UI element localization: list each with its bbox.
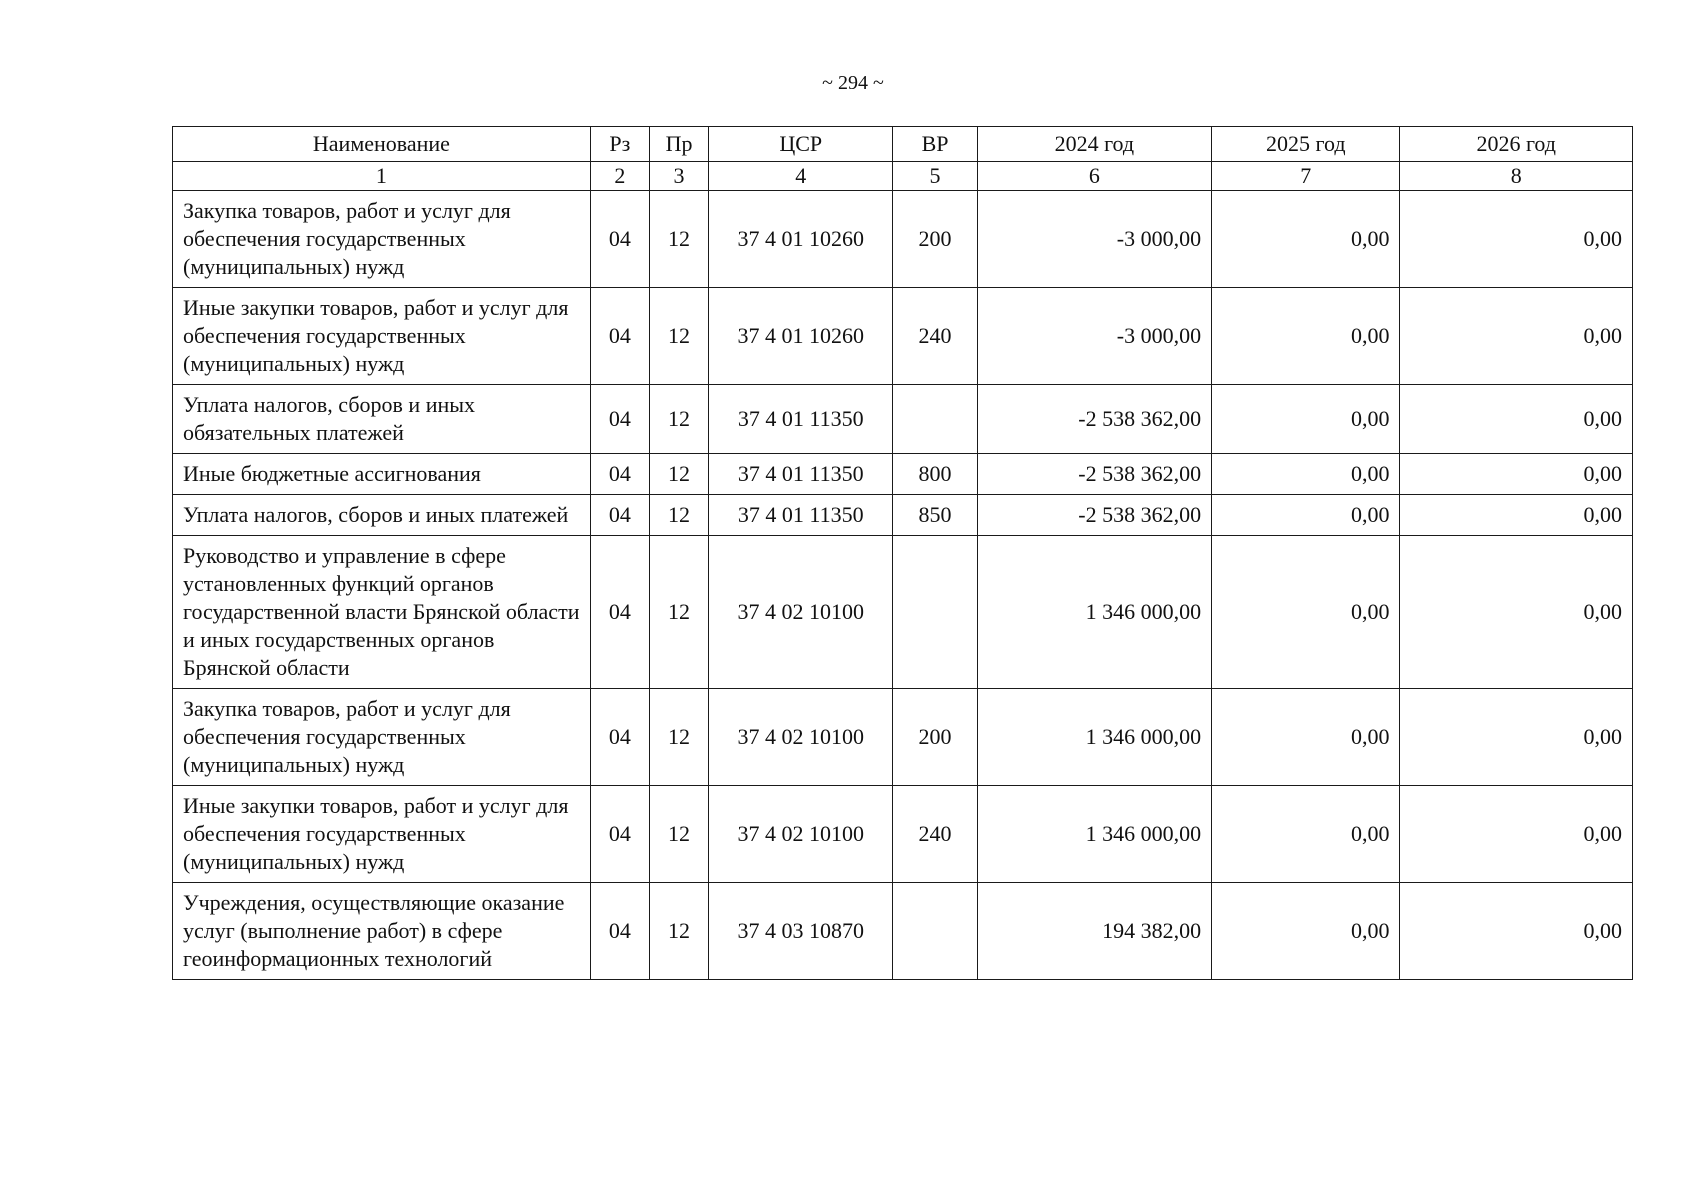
row-name: Уплата налогов, сборов и иных обязательных платежей — [173, 385, 591, 454]
header-2025: 2025 год — [1212, 127, 1400, 162]
row-rz: 04 — [590, 385, 649, 454]
table-row — [173, 191, 1633, 288]
table-row — [173, 288, 1633, 385]
row-amount-2025: 0,00 — [1212, 689, 1400, 786]
row-vr: 200 — [893, 689, 977, 786]
row-amount-2025: 0,00 — [1212, 191, 1400, 288]
row-name: Иные бюджетные ассигнования — [173, 454, 591, 495]
table-row — [173, 454, 1633, 495]
row-csr: 37 4 01 10260 — [709, 288, 893, 385]
row-pr: 12 — [649, 454, 708, 495]
row-csr: 37 4 02 10100 — [709, 536, 893, 689]
row-csr: 37 4 02 10100 — [709, 786, 893, 883]
column-number: 6 — [977, 162, 1211, 191]
row-amount-2026: 0,00 — [1400, 191, 1633, 288]
table-row — [173, 883, 1633, 980]
column-number: 1 — [173, 162, 591, 191]
row-amount-2026: 0,00 — [1400, 883, 1633, 980]
header-name: Наименование — [173, 127, 591, 162]
column-number: 2 — [590, 162, 649, 191]
row-amount-2024: -2 538 362,00 — [977, 385, 1211, 454]
header-vr: ВР — [893, 127, 977, 162]
row-amount-2026: 0,00 — [1400, 495, 1633, 536]
row-rz: 04 — [590, 288, 649, 385]
row-name: Учреждения, осуществляющие оказание услуг (выполнение работ) в сфере геоинформационных технологий — [173, 883, 591, 980]
header-2026: 2026 год — [1400, 127, 1633, 162]
row-name: Закупка товаров, работ и услуг для обеспечения государственных (муниципальных) нужд — [173, 689, 591, 786]
row-csr: 37 4 03 10870 — [709, 883, 893, 980]
row-pr: 12 — [649, 786, 708, 883]
row-amount-2024: -3 000,00 — [977, 191, 1211, 288]
row-pr: 12 — [649, 385, 708, 454]
row-rz: 04 — [590, 883, 649, 980]
column-number: 5 — [893, 162, 977, 191]
row-rz: 04 — [590, 689, 649, 786]
row-pr: 12 — [649, 883, 708, 980]
row-amount-2024: -2 538 362,00 — [977, 454, 1211, 495]
row-amount-2026: 0,00 — [1400, 786, 1633, 883]
row-vr: 800 — [893, 454, 977, 495]
row-rz: 04 — [590, 191, 649, 288]
header-csr: ЦСР — [709, 127, 893, 162]
row-amount-2025: 0,00 — [1212, 495, 1400, 536]
row-amount-2025: 0,00 — [1212, 288, 1400, 385]
column-number: 3 — [649, 162, 708, 191]
row-name: Закупка товаров, работ и услуг для обеспечения государственных (муниципальных) нужд — [173, 191, 591, 288]
row-amount-2026: 0,00 — [1400, 385, 1633, 454]
table-row — [173, 786, 1633, 883]
row-rz: 04 — [590, 786, 649, 883]
header-pr: Пр — [649, 127, 708, 162]
row-amount-2025: 0,00 — [1212, 786, 1400, 883]
row-rz: 04 — [590, 495, 649, 536]
row-name: Руководство и управление в сфере установленных функций органов государственной власти Брянской области и иных государственных органов Брянской области — [173, 536, 591, 689]
row-name: Уплата налогов, сборов и иных платежей — [173, 495, 591, 536]
row-amount-2024: 1 346 000,00 — [977, 536, 1211, 689]
row-vr: 240 — [893, 288, 977, 385]
header-rz: Рз — [590, 127, 649, 162]
row-amount-2025: 0,00 — [1212, 385, 1400, 454]
row-amount-2025: 0,00 — [1212, 536, 1400, 689]
table-header — [173, 127, 1633, 191]
row-amount-2024: -2 538 362,00 — [977, 495, 1211, 536]
row-vr: 850 — [893, 495, 977, 536]
table-row — [173, 495, 1633, 536]
row-pr: 12 — [649, 536, 708, 689]
column-number: 7 — [1212, 162, 1400, 191]
row-rz: 04 — [590, 454, 649, 495]
row-vr: 240 — [893, 786, 977, 883]
row-amount-2025: 0,00 — [1212, 883, 1400, 980]
row-amount-2026: 0,00 — [1400, 288, 1633, 385]
row-csr: 37 4 01 10260 — [709, 191, 893, 288]
row-csr: 37 4 01 11350 — [709, 495, 893, 536]
row-amount-2024: -3 000,00 — [977, 288, 1211, 385]
header-row — [173, 127, 1633, 162]
column-number: 4 — [709, 162, 893, 191]
table-row — [173, 385, 1633, 454]
page-number: ~ 294 ~ — [822, 72, 884, 94]
row-name: Иные закупки товаров, работ и услуг для обеспечения государственных (муниципальных) нужд — [173, 288, 591, 385]
budget-table — [172, 126, 1633, 980]
row-pr: 12 — [649, 191, 708, 288]
row-pr: 12 — [649, 288, 708, 385]
row-amount-2025: 0,00 — [1212, 454, 1400, 495]
row-amount-2024: 1 346 000,00 — [977, 786, 1211, 883]
table-row — [173, 689, 1633, 786]
table-body — [173, 191, 1633, 980]
column-number-row — [173, 162, 1633, 191]
column-number: 8 — [1400, 162, 1633, 191]
header-2024: 2024 год — [977, 127, 1211, 162]
row-vr — [893, 883, 977, 980]
row-amount-2024: 1 346 000,00 — [977, 689, 1211, 786]
row-amount-2026: 0,00 — [1400, 454, 1633, 495]
row-vr — [893, 536, 977, 689]
row-csr: 37 4 02 10100 — [709, 689, 893, 786]
row-pr: 12 — [649, 689, 708, 786]
table-row — [173, 536, 1633, 689]
row-csr: 37 4 01 11350 — [709, 385, 893, 454]
row-vr: 200 — [893, 191, 977, 288]
row-name: Иные закупки товаров, работ и услуг для обеспечения государственных (муниципальных) нужд — [173, 786, 591, 883]
row-amount-2026: 0,00 — [1400, 689, 1633, 786]
row-amount-2026: 0,00 — [1400, 536, 1633, 689]
row-amount-2024: 194 382,00 — [977, 883, 1211, 980]
row-pr: 12 — [649, 495, 708, 536]
row-csr: 37 4 01 11350 — [709, 454, 893, 495]
row-vr — [893, 385, 977, 454]
row-rz: 04 — [590, 536, 649, 689]
